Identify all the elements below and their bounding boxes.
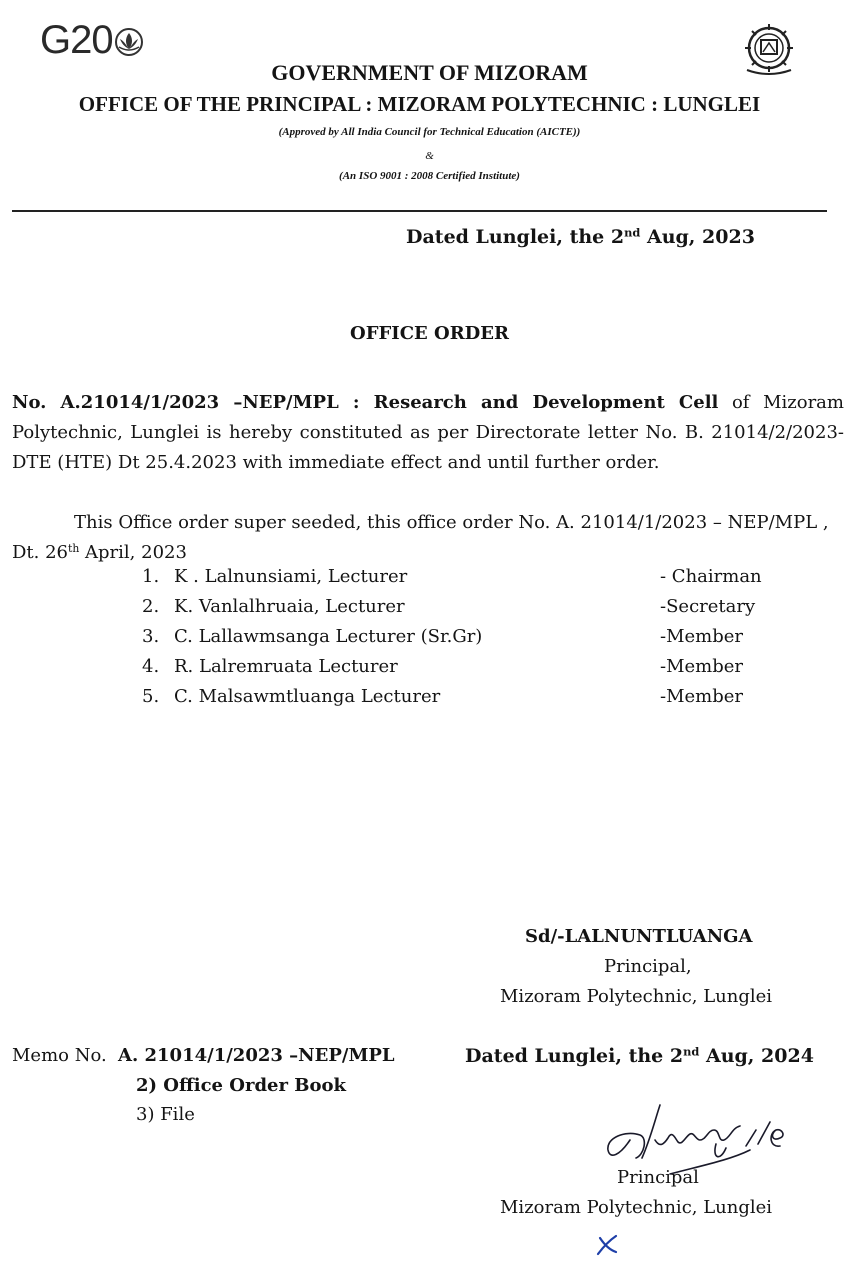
member-name: K . Lalnunsiami, Lecturer [174, 566, 408, 587]
list-item: 2. K. Vanlalhruaia, Lecturer -Secretary [142, 596, 756, 617]
g20-logo-text: G20 [40, 18, 113, 62]
signatory-designation: Principal, [604, 956, 692, 977]
member-role: -Secretary [660, 596, 756, 617]
iso-certification: (An ISO 9001 : 2008 Certified Institute) [339, 170, 520, 182]
signatory-name: Sd/-LALNUNTLUANGA [525, 926, 753, 947]
list-item: 3. C. Lallawmsanga Lecturer (Sr.Gr) -Member [142, 626, 744, 647]
member-name: K. Vanlalhruaia, Lecturer [174, 596, 405, 617]
supersede-paragraph: This Office order super seeded, this office order No. A. 21014/1/2023 – NEP/MPL , Dt. 26th April, 2023 [12, 512, 829, 563]
member-name: C. Lallawmsanga Lecturer (Sr.Gr) [174, 626, 483, 647]
aicte-approval: (Approved by All India Council for Technical Education (AICTE)) [278, 126, 581, 138]
list-item: 5. C. Malsawmtluanga Lecturer -Member [142, 686, 744, 707]
member-name: C. Malsawmtluanga Lecturer [174, 686, 441, 707]
member-name: R. Lalremruata Lecturer [174, 656, 398, 677]
memo-number: A. 21014/1/2023 –NEP/MPL [118, 1045, 395, 1066]
member-role: -Member [660, 626, 744, 647]
ink-mark-icon [594, 1232, 620, 1262]
signatory-institution: Mizoram Polytechnic, Lunglei [500, 986, 773, 1007]
memo-label: Memo No. [12, 1045, 107, 1066]
office-heading: OFFICE OF THE PRINCIPAL : MIZORAM POLYTECHNIC : LUNGLEI [78, 92, 761, 116]
copy-to-order-book: 2) Office Order Book [136, 1075, 346, 1096]
ampersand: & [425, 150, 434, 162]
order-paragraph: No. A.21014/1/2023 –NEP/MPL : Research and Development Cell of Mizoram Polytechnic, Lunglei is hereby constituted as per Directorate letter No. B. 21014/2/2023- DTE (HTE) Dt 25.4.2023 with immediate effect and until further order. [12, 392, 844, 473]
document-title: OFFICE ORDER [350, 323, 509, 344]
copy-to-file: 3) File [136, 1104, 195, 1125]
footer-institution: Mizoram Polytechnic, Lunglei [500, 1197, 773, 1218]
member-role: -Member [660, 686, 744, 707]
government-heading: GOVERNMENT OF MIZORAM [271, 60, 588, 85]
member-role: - Chairman [660, 566, 762, 587]
list-item: 4. R. Lalremruata Lecturer -Member [142, 656, 744, 677]
memo-date: Dated Lunglei, the 2nd Aug, 2024 [465, 1044, 814, 1067]
member-role: -Member [660, 656, 744, 677]
list-item: 1. K . Lalnunsiami, Lecturer - Chairman [142, 566, 762, 587]
order-number: No. A.21014/1/2023 –NEP/MPL : Research and Development Cell [12, 392, 719, 413]
order-date: Dated Lunglei, the 2nd Aug, 2023 [406, 225, 755, 248]
header-divider [12, 210, 827, 212]
footer-designation: Principal [617, 1167, 699, 1188]
